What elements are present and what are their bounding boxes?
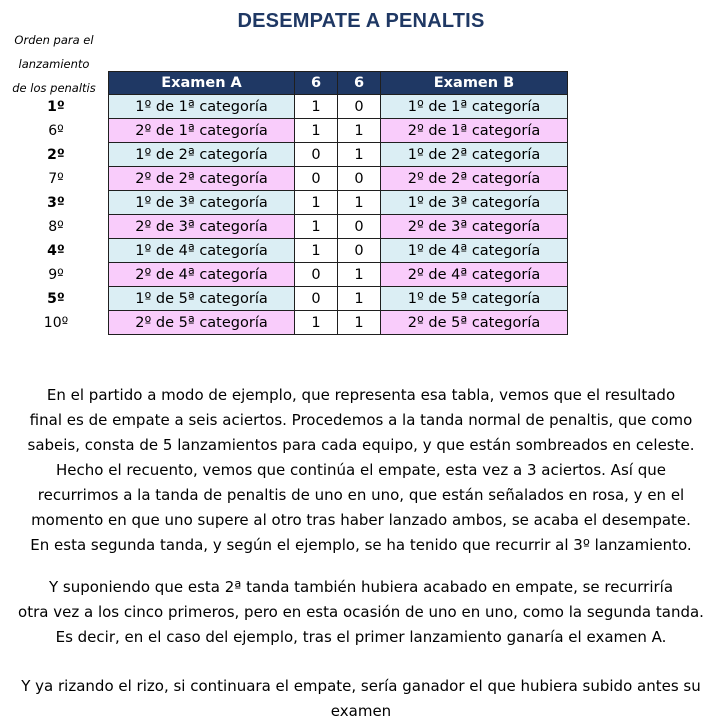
text-line: momento en que uno supere al otro tras haber lanzado ambos, se acaba el desempate. xyxy=(31,511,691,529)
text-line: En esta segunda tanda, y según el ejemplo, se ha tenido que recurrir al 3º lanzamiento. xyxy=(30,536,692,554)
header-score-a: 6 xyxy=(295,72,338,95)
text-line: otra vez a los cinco primeros, pero en esta ocasión de uno en uno, como la segunda tanda. xyxy=(18,603,704,621)
score-a-cell: 1 xyxy=(295,311,338,335)
text-line: sabeis, consta de 5 lanzamientos para cada equipo, y que están sombreados en celeste. xyxy=(27,436,695,454)
score-a-cell: 1 xyxy=(295,239,338,263)
order-number: 6º xyxy=(48,123,64,139)
table-row xyxy=(109,215,568,239)
caption-line: de los penaltis xyxy=(12,81,96,95)
exam-b-cell: 1º de 4ª categoría xyxy=(381,239,568,263)
exam-a-cell: 2º de 3ª categoría xyxy=(109,215,295,239)
score-a-cell: 1 xyxy=(295,119,338,143)
score-b-cell: 1 xyxy=(338,191,381,215)
text-line: Hecho el recuento, vemos que continúa el empate, esta vez a 3 aciertos. Así que xyxy=(56,461,666,479)
exam-b-cell: 2º de 3ª categoría xyxy=(381,215,568,239)
order-number: 9º xyxy=(48,267,64,283)
exam-b-cell: 2º de 4ª categoría xyxy=(381,263,568,287)
exam-a-cell: 2º de 1ª categoría xyxy=(109,119,295,143)
exam-b-cell: 1º de 5ª categoría xyxy=(381,287,568,311)
explanation-paragraph-3: Y ya rizando el rizo, si continuara el empate, sería ganador el que hubiera subido antes su examen xyxy=(21,677,701,720)
text-line: final es de empate a seis aciertos. Procedemos a la tanda normal de penaltis, que como xyxy=(29,411,693,429)
order-number: 5º xyxy=(47,291,65,307)
score-a-cell: 1 xyxy=(295,95,338,119)
score-b-cell: 0 xyxy=(338,215,381,239)
order-number: 10º xyxy=(43,315,69,331)
score-a-cell: 1 xyxy=(295,191,338,215)
header-score-b: 6 xyxy=(338,72,381,95)
exam-a-cell: 1º de 3ª categoría xyxy=(109,191,295,215)
page-title: DESEMPATE A PENALTIS xyxy=(237,10,485,32)
exam-b-cell: 1º de 3ª categoría xyxy=(381,191,568,215)
exam-b-cell: 1º de 1ª categoría xyxy=(381,95,568,119)
table-row xyxy=(109,167,568,191)
caption-line: Orden para el xyxy=(14,33,94,47)
caption-line: lanzamiento xyxy=(18,57,90,71)
score-b-cell: 0 xyxy=(338,167,381,191)
score-b-cell: 1 xyxy=(338,287,381,311)
explanation-paragraph-2 xyxy=(0,575,722,650)
header-exam-b: Examen B xyxy=(381,72,568,95)
score-b-cell: 1 xyxy=(338,311,381,335)
order-number: 7º xyxy=(48,171,64,187)
text-line: En el partido a modo de ejemplo, que representa esa tabla, vemos que el resultado xyxy=(46,386,676,404)
table-row xyxy=(109,287,568,311)
order-column xyxy=(26,95,86,335)
score-a-cell: 0 xyxy=(295,263,338,287)
text-line: recurrimos a la tanda de penaltis de uno en uno, que están señalados en rosa, y en el xyxy=(37,486,685,504)
text-line: Y suponiendo que esta 2ª tanda también hubiera acabado en empate, se recurriría xyxy=(48,578,674,596)
exam-b-cell: 2º de 2ª categoría xyxy=(381,167,568,191)
order-number: 3º xyxy=(47,195,65,211)
table-row xyxy=(109,143,568,167)
exam-b-cell: 2º de 1ª categoría xyxy=(381,119,568,143)
exam-a-cell: 1º de 5ª categoría xyxy=(109,287,295,311)
penalty-table xyxy=(108,71,568,335)
order-number: 2º xyxy=(47,147,65,163)
score-b-cell: 0 xyxy=(338,95,381,119)
score-b-cell: 1 xyxy=(338,263,381,287)
text-line: Es decir, en el caso del ejemplo, tras el primer lanzamiento ganaría el examen A. xyxy=(55,628,667,646)
exam-a-cell: 1º de 4ª categoría xyxy=(109,239,295,263)
exam-a-cell: 1º de 1ª categoría xyxy=(109,95,295,119)
score-b-cell: 1 xyxy=(338,143,381,167)
table-row xyxy=(109,119,568,143)
score-b-cell: 1 xyxy=(338,119,381,143)
exam-a-cell: 2º de 5ª categoría xyxy=(109,311,295,335)
score-a-cell: 0 xyxy=(295,167,338,191)
table-row xyxy=(109,95,568,119)
exam-a-cell: 2º de 2ª categoría xyxy=(109,167,295,191)
score-a-cell: 1 xyxy=(295,215,338,239)
table-header-row xyxy=(109,72,568,95)
exam-b-cell: 2º de 5ª categoría xyxy=(381,311,568,335)
order-number: 4º xyxy=(47,243,65,259)
score-b-cell: 0 xyxy=(338,239,381,263)
table-row xyxy=(109,239,568,263)
order-number: 8º xyxy=(48,219,64,235)
exam-b-cell: 1º de 2ª categoría xyxy=(381,143,568,167)
exam-a-cell: 2º de 4ª categoría xyxy=(109,263,295,287)
explanation-paragraph-1 xyxy=(0,383,722,558)
score-a-cell: 0 xyxy=(295,287,338,311)
order-caption xyxy=(2,28,106,100)
score-a-cell: 0 xyxy=(295,143,338,167)
exam-a-cell: 1º de 2ª categoría xyxy=(109,143,295,167)
header-exam-a: Examen A xyxy=(109,72,295,95)
table-row xyxy=(109,191,568,215)
table-row xyxy=(109,311,568,335)
table-row xyxy=(109,263,568,287)
order-number: 1º xyxy=(47,99,65,115)
